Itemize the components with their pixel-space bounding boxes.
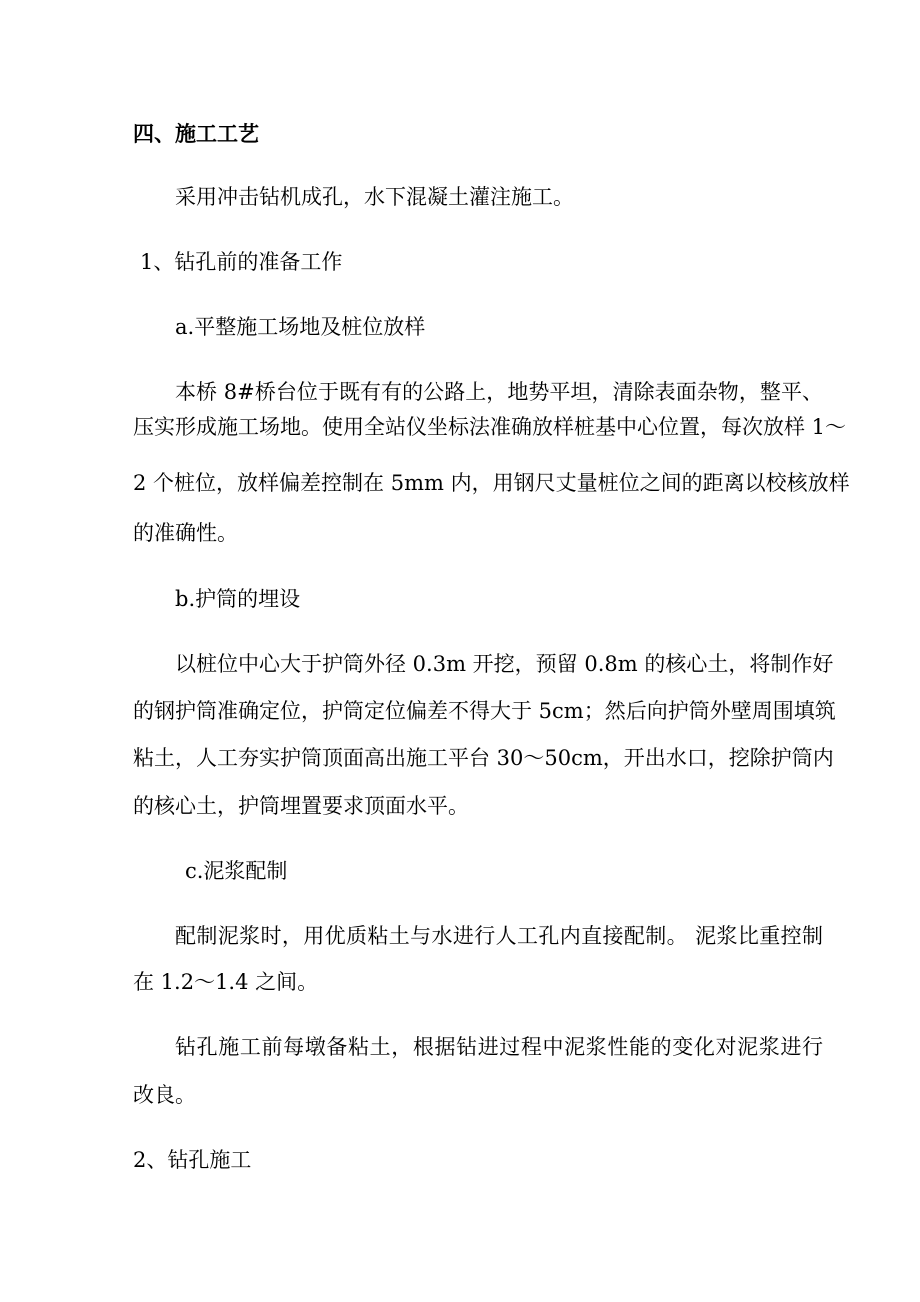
step2-title: 2、钻孔施工	[133, 1148, 252, 1172]
sub-b-line-2: 的钢护筒准确定位，护筒定位偏差不得大于 5cm；然后向护筒外壁周围填筑	[133, 699, 836, 723]
sub-a-line-4: 的准确性。	[133, 521, 238, 545]
sub-a-line-1: 本桥 8#桥台位于既有有的公路上，地势平坦，清除表面杂物，整平、	[175, 380, 823, 404]
sub-a-title: a.平整施工场地及桩位放样	[175, 315, 426, 339]
intro-paragraph: 采用冲击钻机成孔，水下混凝土灌注施工。	[175, 185, 574, 209]
sub-a-line-3: 2 个桩位，放样偏差控制在 5mm 内，用钢尺丈量桩位之间的距离以校核放样	[133, 471, 850, 495]
sub-b-title: b.护筒的埋设	[175, 587, 301, 611]
sub-c-para2-line-2: 改良。	[133, 1083, 196, 1107]
sub-c-para1-line-2: 在 1.2～1.4 之间。	[133, 970, 319, 994]
sub-b-line-4: 的核心土，护筒埋置要求顶面水平。	[133, 794, 469, 818]
sub-c-para2-line-1: 钻孔施工前每墩备粘土，根据钻进过程中泥浆性能的变化对泥浆进行	[175, 1035, 823, 1059]
step1-title: 1、钻孔前的准备工作	[140, 250, 343, 274]
sub-a-line-2: 压实形成施工场地。使用全站仪坐标法准确放样桩基中心位置，每次放样 1～	[133, 415, 847, 439]
sub-b-line-3: 粘土，人工夯实护筒顶面高出施工平台 30～50cm，开出水口，挖除护筒内	[133, 746, 834, 770]
section-title: 四、施工工艺	[133, 121, 259, 146]
sub-c-title: c.泥浆配制	[185, 859, 288, 883]
sub-b-line-1: 以桩位中心大于护筒外径 0.3m 开挖，预留 0.8m 的核心土，将制作好	[175, 652, 834, 676]
sub-c-para1-line-1: 配制泥浆时，用优质粘土与水进行人工孔内直接配制。 泥浆比重控制	[175, 924, 823, 948]
